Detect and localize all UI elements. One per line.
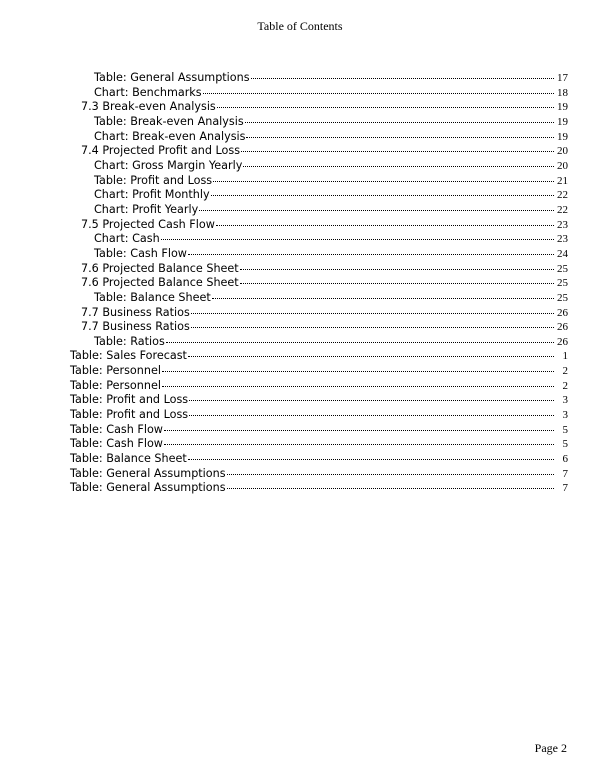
toc-dot-leader	[217, 107, 554, 108]
toc-entry-page-number: 20	[557, 145, 568, 158]
toc-entry-title: Table: Balance Sheet	[94, 290, 211, 304]
toc-dot-leader	[191, 313, 554, 314]
toc-dot-leader	[188, 459, 554, 460]
toc-dot-leader	[188, 356, 554, 357]
toc-entry-page-number: 25	[557, 277, 568, 290]
toc-dot-leader	[211, 195, 554, 196]
toc-entry-page-number: 25	[557, 291, 568, 304]
toc-entry-title: Table: Profit and Loss	[70, 393, 189, 407]
toc-entry-title: Table: Break-even Analysis	[94, 114, 244, 128]
toc-entry-page-number: 2	[562, 365, 568, 378]
toc-entry[interactable]	[0, 159, 600, 174]
toc-entry-title: 7.6 Projected Balance Sheet	[81, 276, 239, 290]
toc-entry[interactable]	[0, 452, 600, 467]
toc-entry-title: Table: Balance Sheet	[70, 452, 187, 466]
toc-entry[interactable]	[0, 144, 600, 159]
toc-dot-leader	[213, 181, 554, 182]
toc-entry[interactable]	[0, 262, 600, 277]
toc-dot-leader	[189, 415, 554, 416]
toc-dot-leader	[245, 122, 554, 123]
toc-dot-leader	[241, 151, 554, 152]
toc-entry-page-number: 5	[562, 423, 568, 436]
toc-entry-title: Chart: Benchmarks	[94, 85, 202, 99]
page-header-title: Table of Contents	[257, 19, 343, 33]
toc-entry-page-number: 3	[562, 394, 568, 407]
toc-dot-leader	[240, 283, 554, 284]
toc-entry[interactable]	[0, 306, 600, 321]
toc-entry[interactable]	[0, 115, 600, 130]
toc-entry-title: Table: Cash Flow	[70, 422, 163, 436]
toc-entry[interactable]	[0, 364, 600, 379]
toc-entry[interactable]	[0, 174, 600, 189]
toc-entry-title: 7.5 Projected Cash Flow	[81, 217, 215, 231]
toc-entry[interactable]	[0, 291, 600, 306]
toc-entry-title: Chart: Profit Yearly	[94, 202, 199, 216]
toc-entry-title: Table: Profit and Loss	[70, 408, 189, 422]
toc-entry[interactable]	[0, 276, 600, 291]
toc-entry-title: Table: General Assumptions	[70, 466, 226, 480]
toc-entry[interactable]	[0, 218, 600, 233]
toc-entry-page-number: 7	[562, 467, 568, 480]
toc-entry-page-number: 1	[562, 350, 568, 363]
toc-entry[interactable]	[0, 130, 600, 145]
toc-dot-leader	[227, 474, 554, 475]
toc-entry-page-number: 26	[557, 335, 568, 348]
toc-entry[interactable]	[0, 247, 600, 262]
toc-dot-leader	[189, 400, 554, 401]
toc-dot-leader	[199, 210, 554, 211]
toc-entry-page-number: 19	[557, 101, 568, 114]
toc-entry-page-number: 23	[557, 218, 568, 231]
toc-entry-page-number: 22	[557, 203, 568, 216]
toc-entry-title: Table: Cash Flow	[94, 246, 187, 260]
toc-dot-leader	[164, 430, 554, 431]
toc-entry-title: Table: Personnel	[70, 378, 161, 392]
toc-dot-leader	[227, 488, 554, 489]
toc-entry-title: Table: General Assumptions	[94, 71, 250, 84]
toc-dot-leader	[191, 327, 554, 328]
toc-entry-page-number: 20	[557, 159, 568, 172]
toc-entry[interactable]	[0, 335, 600, 350]
toc-entry-title: Table: Cash Flow	[70, 437, 163, 451]
toc-entry[interactable]	[0, 86, 600, 101]
toc-entry-title: Table: General Assumptions	[70, 481, 226, 495]
toc-entry-page-number: 3	[562, 409, 568, 422]
toc-entry-page-number: 19	[557, 115, 568, 128]
toc-entry-page-number: 24	[557, 247, 568, 260]
toc-dot-leader	[246, 137, 554, 138]
toc-dot-leader	[203, 93, 554, 94]
toc-entry[interactable]	[0, 203, 600, 218]
toc-entry-title: Chart: Break-even Analysis	[94, 129, 246, 143]
toc-entry-page-number: 26	[557, 306, 568, 319]
toc-entry-page-number: 2	[562, 379, 568, 392]
toc-entry-title: Table: Ratios	[94, 334, 165, 348]
toc-entry-page-number: 5	[562, 438, 568, 451]
toc-entry-page-number: 17	[557, 72, 568, 84]
toc-dot-leader	[243, 166, 554, 167]
toc-dot-leader	[164, 444, 554, 445]
table-of-contents	[0, 71, 600, 496]
toc-entry[interactable]	[0, 423, 600, 438]
toc-dot-leader	[162, 386, 554, 387]
page-number-footer: Page 2	[534, 741, 567, 755]
toc-entry-title: 7.7 Business Ratios	[81, 305, 190, 319]
toc-dot-leader	[166, 342, 554, 343]
toc-entry-page-number: 26	[557, 321, 568, 334]
toc-entry[interactable]	[0, 379, 600, 394]
toc-entry-page-number: 22	[557, 189, 568, 202]
toc-entry-title: 7.4 Projected Profit and Loss	[81, 144, 241, 158]
toc-entry-page-number: 7	[562, 482, 568, 495]
toc-dot-leader	[188, 254, 554, 255]
toc-entry[interactable]	[0, 320, 600, 335]
toc-entry-page-number: 21	[557, 174, 568, 187]
toc-entry-title: 7.7 Business Ratios	[81, 320, 190, 334]
toc-entry[interactable]	[0, 467, 600, 482]
toc-dot-leader	[161, 239, 554, 240]
toc-entry-title: Chart: Cash	[94, 232, 160, 246]
toc-dot-leader	[240, 269, 554, 270]
toc-entry-title: 7.6 Projected Balance Sheet	[81, 261, 239, 275]
toc-entry-title: 7.3 Break-even Analysis	[81, 100, 216, 114]
toc-dot-leader	[216, 225, 554, 226]
toc-entry[interactable]	[0, 349, 600, 364]
toc-entry[interactable]	[0, 100, 600, 115]
toc-entry-title: Table: Sales Forecast	[70, 349, 187, 363]
toc-entry-title: Chart: Gross Margin Yearly	[94, 158, 243, 172]
toc-entry-page-number: 6	[562, 453, 568, 466]
toc-entry-page-number: 19	[557, 130, 568, 143]
toc-entry[interactable]	[0, 408, 600, 423]
toc-dot-leader	[251, 78, 554, 79]
toc-entry[interactable]	[0, 393, 600, 408]
toc-entry-page-number: 25	[557, 262, 568, 275]
toc-entry-page-number: 23	[557, 233, 568, 246]
toc-entry-page-number: 18	[557, 86, 568, 99]
toc-entry[interactable]	[0, 437, 600, 452]
toc-entry[interactable]	[0, 71, 600, 86]
toc-dot-leader	[162, 371, 554, 372]
toc-entry[interactable]	[0, 481, 600, 496]
toc-entry[interactable]	[0, 232, 600, 247]
toc-entry-title: Table: Profit and Loss	[94, 173, 213, 187]
toc-entry-title: Chart: Profit Monthly	[94, 188, 210, 202]
toc-entry-title: Table: Personnel	[70, 364, 161, 378]
toc-dot-leader	[212, 298, 554, 299]
toc-entry[interactable]	[0, 188, 600, 203]
